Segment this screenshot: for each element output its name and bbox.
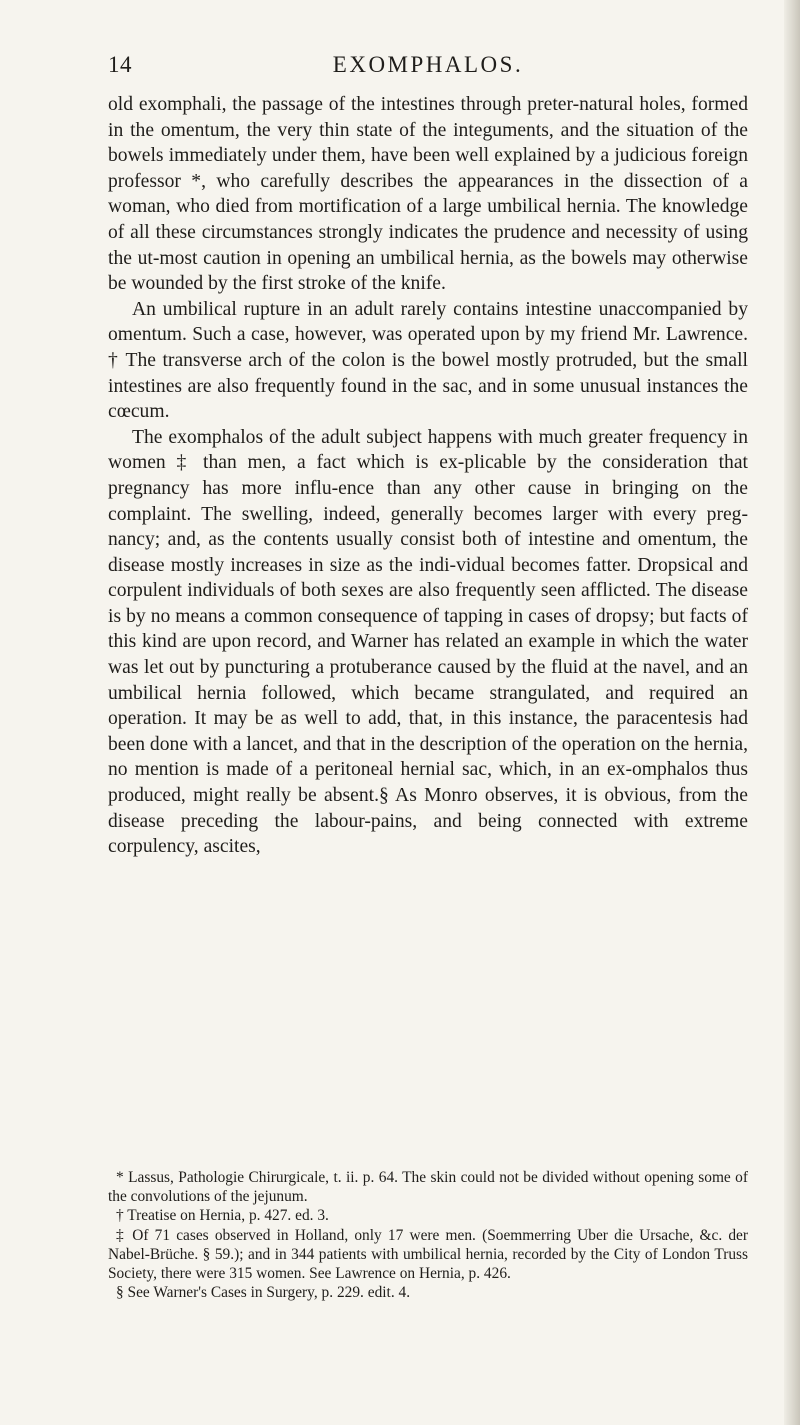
footnote: * Lassus, Pathologie Chirurgicale, t. ii. p. 64. The skin could not be divided without opening some of the convolutions of the jejunum.	[108, 1169, 748, 1206]
paragraph: An umbilical rupture in an adult rarely contains intestine unaccompanied by omentum. Such a case, however, was operated upon by my friend Mr. Lawrence. † The transverse arch of the colon is the bowel mostly protruded, but the small intestines are also frequently found in the sac, and in some unusual instances the cœcum.	[108, 298, 748, 423]
body-text	[108, 92, 748, 860]
footnote: § See Warner's Cases in Surgery, p. 229. edit. 4.	[116, 1284, 411, 1302]
footnote: † Treatise on Hernia, p. 427. ed. 3.	[116, 1207, 329, 1225]
footnotes	[108, 1168, 748, 1302]
running-title: EXOMPHALOS.	[332, 52, 524, 77]
paragraph: The exomphalos of the adult subject happens with much greater frequency in women ‡ than men, a fact which is ex-plicable by the consideration that pregnancy has more influ-ence than any other cause in bringing on the complaint. The swelling, indeed, generally becomes larger with every preg-nancy; and, as the contents usually consist both of intestine and omentum, the disease mostly increases in size as the indi-vidual becomes fatter. Dropsical and corpulent individuals of both sexes are also frequently seen afflicted. The disease is by no means a common consequence of tapping in cases of dropsy; but facts of this kind are upon record, and Warner has related an example in which the water was let out by puncturing a protuberance caused by the fluid at the navel, and an umbilical hernia followed, which became strangulated, and required an operation. It may be as well to add, that, in this instance, the paracentesis had been done with a lancet, and that in the description of the operation on the hernia, no mention is made of a peritoneal hernial sac, which, in an ex-omphalos thus produced, might really be absent.§ As Monro observes, it is obvious, from the disease preceding the labour-pains, and being connected with extreme corpulency, ascites,	[108, 426, 748, 858]
paragraph: old exomphali, the passage of the intestines through preter-natural holes, formed in the omentum, the very thin state of the integuments, and the situation of the bowels immediately under them, have been well explained by a judicious foreign professor *, who carefully describes the appearances in the dissection of a woman, who died from mortification of a large umbilical hernia. The knowledge of all these circumstances strongly indicates the prudence and necessity of using the ut-most caution in opening an umbilical hernia, as the bowels may otherwise be wounded by the first stroke of the knife.	[108, 94, 748, 295]
page-header	[108, 52, 748, 86]
page-edge-shadow	[784, 0, 800, 1425]
footnote: ‡ Of 71 cases observed in Holland, only 17 were men. (Soemmerring Uber die Ursache, &c. der Nabel-Brüche. § 59.); and in 344 patients with umbilical hernia, recorded by the City of London Truss Society, there were 315 women. See Lawrence on Hernia, p. 426.	[108, 1226, 748, 1283]
page-number: 14	[108, 52, 132, 77]
